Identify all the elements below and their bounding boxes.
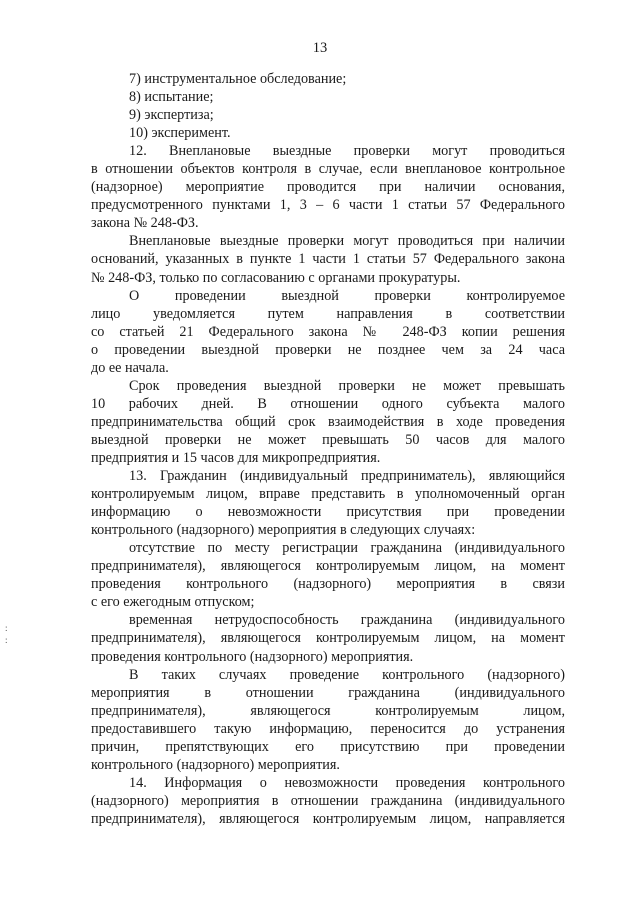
text-line: контрольного (надзорного) мероприятия в следующих случаях: — [91, 522, 476, 539]
text-line: 10) эксперимент. — [129, 125, 231, 142]
text-line: временная нетрудоспособность гражданина (индивидуального — [129, 612, 565, 629]
page-number: 13 — [312, 40, 328, 56]
text-line: В таких случаях проведение контрольного (надзорного) — [129, 666, 565, 683]
text-line: до ее начала. — [91, 359, 169, 376]
text-line: отсутствие по месту регистрации гражданина (индивидуального — [129, 540, 565, 557]
text-line: оснований, указанных в пункте 1 части 1 статьи 57 Федерального закона — [91, 251, 565, 268]
document-body — [91, 70, 565, 828]
text-line: (надзорного) мероприятия в отношении гражданина (индивидуального — [91, 792, 565, 809]
text-line: контролируемым лицом, вправе представить в уполномоченный орган — [91, 486, 565, 503]
text-line: Внеплановые выездные проверки могут проводиться при наличии — [129, 233, 565, 250]
text-line: в отношении объектов контроля в случае, если внеплановое контрольное — [91, 161, 565, 178]
text-line: предпринимателя), являющегося контролируемым лицом, — [91, 702, 565, 719]
text-line: Срок проведения выездной проверки не может превышать — [129, 377, 565, 394]
text-line: проведения контрольного (надзорного) мероприятия. — [91, 648, 414, 665]
text-line: 8) испытание; — [129, 89, 214, 106]
text-line: 10 рабочих дней. В отношении одного субъекта малого — [91, 395, 565, 412]
text-line: 7) инструментальное обследование; — [129, 71, 347, 87]
text-line: предусмотренного пунктами 1, 3 – 6 части 1 статьи 57 Федерального — [91, 197, 565, 214]
text-line: (надзорное) мероприятие проводится при наличии основания, — [91, 179, 565, 196]
text-line: контрольного (надзорного) мероприятия. — [91, 756, 340, 773]
text-line: № 248-ФЗ, только по согласованию с органами прокуратуры. — [91, 269, 461, 286]
text-line: мероприятия в отношении гражданина (индивидуального — [91, 684, 565, 701]
margin-mark: : — [5, 635, 8, 645]
text-line: предпринимательства общий срок взаимодействия в ходе проведения — [91, 413, 565, 430]
text-line: 9) экспертиза; — [129, 107, 214, 124]
text-line: со статьей 21 Федерального закона № 248-ФЗ копии решения — [91, 323, 565, 340]
text-line: предпринимателя), являющегося контролируемым лицом, на момент — [91, 630, 565, 647]
text-line: 14. Информация о невозможности проведения контрольного — [129, 774, 565, 791]
margin-marks — [5, 622, 8, 646]
text-line: закона № 248-ФЗ. — [91, 215, 199, 232]
text-line: информацию о невозможности присутствия при проведении — [91, 504, 565, 521]
text-line: предпринимателя), являющегося контролируемым лицом, на момент — [91, 558, 565, 575]
margin-mark: : — [5, 623, 8, 633]
text-line: причин, препятствующих его присутствию при проведении — [91, 738, 565, 755]
text-line: предприятия и 15 часов для микропредприятия. — [91, 449, 381, 466]
text-line: выездной проверки не может превышать 50 часов для малого — [91, 431, 565, 448]
text-line: 13. Гражданин (индивидуальный предприниматель), являющийся — [129, 468, 565, 485]
text-line: предоставившего такую информацию, переносится до устранения — [91, 720, 565, 737]
text-line: с его ежегодным отпуском; — [91, 594, 255, 611]
text-line: 12. Внеплановые выездные проверки могут проводиться — [129, 143, 565, 160]
text-line: О проведении выездной проверки контролируемое — [129, 287, 565, 304]
text-line: лицо уведомляется путем направления в соответствии — [91, 305, 565, 322]
text-line: предпринимателя), являющегося контролируемым лицом, направляется — [91, 810, 565, 827]
text-line: о проведении выездной проверки не позднее чем за 24 часа — [91, 341, 565, 358]
text-line: проведения контрольного (надзорного) мероприятия в связи — [91, 576, 565, 593]
